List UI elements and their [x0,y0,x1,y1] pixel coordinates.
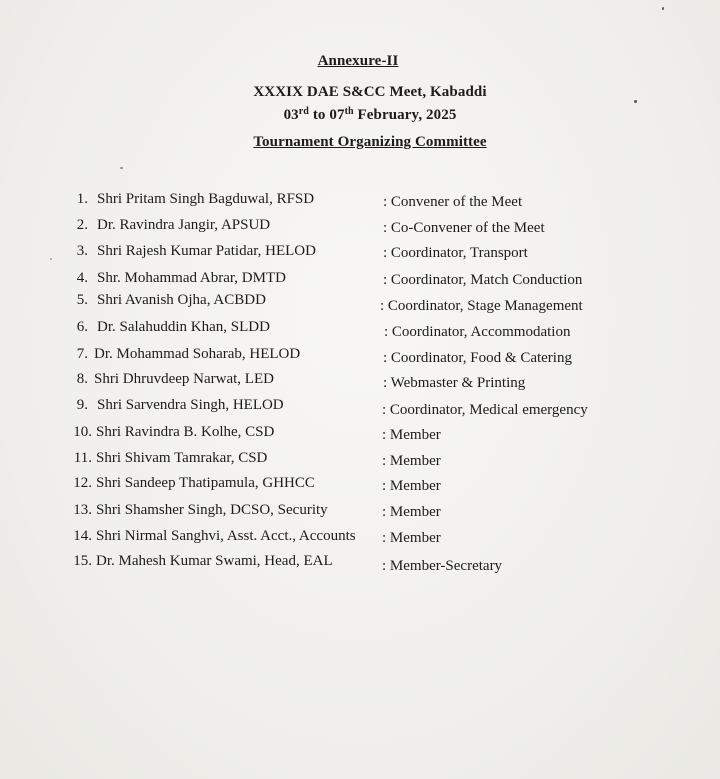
dates-sup1: rd [298,106,309,117]
item-number: 4. [76,270,88,286]
item-number: 13. [73,502,92,518]
item-number: 1. [76,191,88,207]
dates-sup2: th [344,106,354,117]
annexure-heading: Annexure-II [317,53,399,69]
member-name: Shri Pritam Singh Bagduwal, RFSD [97,191,315,207]
member-role: : Convener of the Meet [383,194,523,210]
member-name: Shr. Mohammad Abrar, DMTD [97,270,286,286]
item-number: 5. [76,292,88,308]
item-number: 9. [76,397,88,413]
dates-month: February, 2025 [353,107,457,123]
item-number: 10. [73,424,92,440]
member-role: : Webmaster & Printing [383,375,526,391]
dates-day1: 03 [283,107,299,123]
member-role: : Member [382,453,441,469]
item-number: 3. [76,243,88,259]
meet-dates [10,107,720,124]
member-name: Shri Rajesh Kumar Patidar, HELOD [97,243,316,259]
member-name: Shri Sandeep Thatipamula, GHHCC [96,475,315,491]
member-role: : Coordinator, Food & Catering [383,350,572,366]
member-name: Shri Sarvendra Singh, HELOD [97,397,284,413]
member-role: : Member [382,427,441,443]
member-name: Dr. Salahuddin Khan, SLDD [97,319,270,335]
member-role: : Member-Secretary [382,558,503,574]
item-number: 14. [73,528,92,544]
member-role: : Coordinator, Medical emergency [382,402,588,418]
scan-speck [662,7,664,10]
member-name: Shri Ravindra B. Kolhe, CSD [96,424,275,440]
member-role: : Coordinator, Accommodation [384,324,571,340]
scan-speck [120,167,123,169]
item-number: 15. [73,553,92,569]
member-role: : Coordinator, Transport [383,245,528,261]
member-role: : Co-Convener of the Meet [383,220,545,236]
member-role: : Member [382,504,441,520]
dates-to: to 07 [308,107,345,123]
committee-heading: Tournament Organizing Committee [253,134,487,150]
scan-speck [634,100,637,103]
member-role: : Coordinator, Match Conduction [383,272,583,288]
member-name: Shri Nirmal Sanghvi, Asst. Acct., Accounts [96,528,356,544]
item-number: 11. [73,450,92,466]
member-name: Dr. Mohammad Soharab, HELOD [94,346,301,362]
member-name: Shri Avanish Ojha, ACBDD [97,292,266,308]
item-number: 12. [73,475,92,491]
scan-speck [50,258,52,260]
member-name: Dr. Ravindra Jangir, APSUD [97,217,271,233]
member-role: : Coordinator, Stage Management [380,298,583,314]
member-name: Shri Dhruvdeep Narwat, LED [94,371,274,387]
item-number: 8. [76,371,88,387]
member-role: : Member [382,530,441,546]
member-name: Shri Shamsher Singh, DCSO, Security [96,502,328,518]
item-number: 2. [76,217,88,233]
meet-title: XXXIX DAE S&CC Meet, Kabaddi [253,84,487,100]
item-number: 6. [76,319,88,335]
member-name: Dr. Mahesh Kumar Swami, Head, EAL [96,553,333,569]
item-number: 7. [76,346,88,362]
member-name: Shri Shivam Tamrakar, CSD [96,450,268,466]
member-role: : Member [382,478,441,494]
